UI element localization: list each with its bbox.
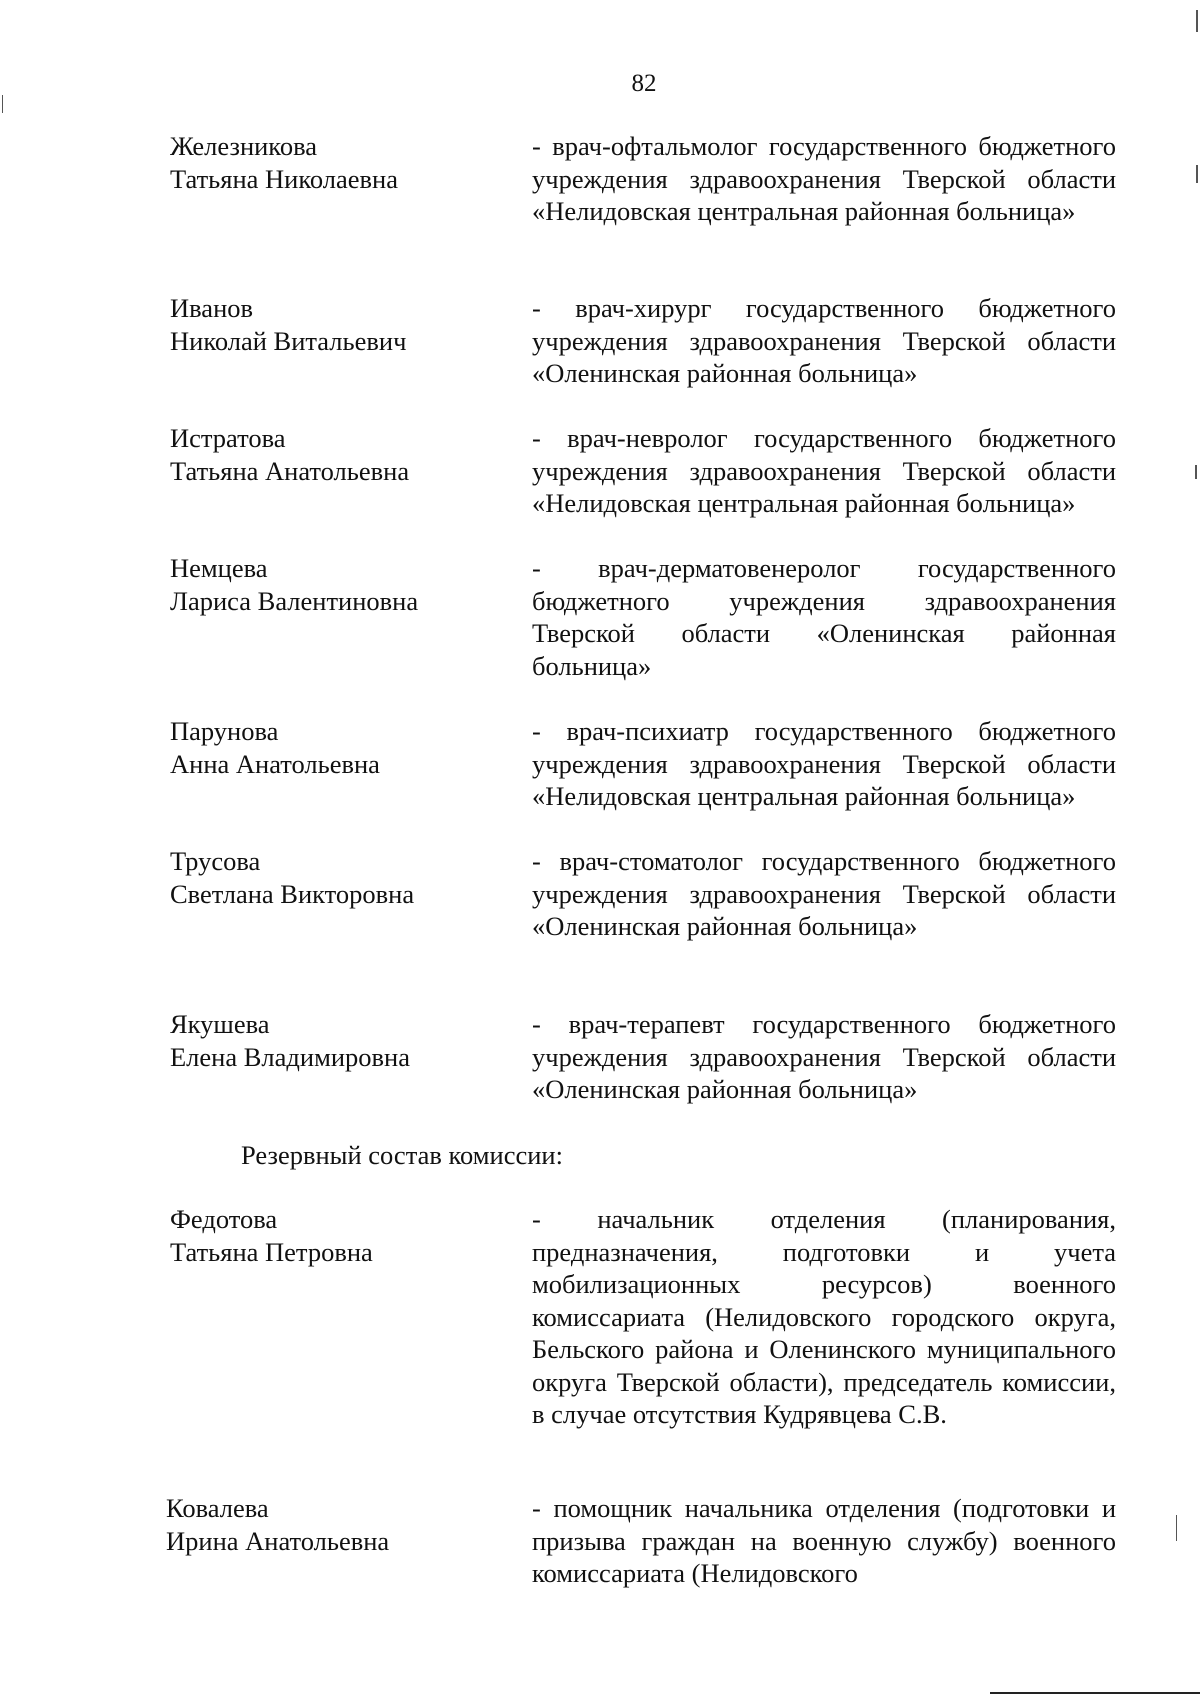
member-role: - врач-терапевт государственного бюджетного учреждения здравоохранения Тверской области «Оленинская районная больница» <box>532 1009 1116 1104</box>
member-surname: Трусова <box>170 846 261 876</box>
member-surname: Иванов <box>170 293 254 323</box>
member-surname: Парунова <box>170 716 279 746</box>
member-surname: Якушева <box>170 1009 270 1039</box>
member-given-names: Ирина Анатольевна <box>166 1525 390 1556</box>
member-name <box>170 1008 510 1073</box>
member-name <box>170 1203 510 1268</box>
member-given-names: Николай Витальевич <box>170 325 407 356</box>
scan-edge-mark <box>2 95 3 113</box>
member-role: - врач-невролог государственного бюджетного учреждения здравоохранения Тверской области «Нелидовская центральная районная больница» <box>532 423 1116 518</box>
member-name <box>166 1492 506 1557</box>
member-given-names: Светлана Викторовна <box>170 878 415 909</box>
member-role: - врач-стоматолог государственного бюджетного учреждения здравоохранения Тверской области «Оленинская районная больница» <box>532 846 1116 941</box>
member-given-names: Татьяна Петровна <box>170 1236 373 1267</box>
member-role: - врач-дерматовенеролог государственного бюджетного учреждения здравоохранения Тверской области «Оленинская районная больница» <box>532 553 1116 681</box>
member-name <box>170 422 510 487</box>
member-given-names: Анна Анатольевна <box>170 748 380 779</box>
reserve-section-title: Резервный состав комиссии: <box>241 1140 563 1170</box>
member-role: - врач-психиатр государственного бюджетного учреждения здравоохранения Тверской области «Нелидовская центральная районная больница» <box>532 716 1116 811</box>
member-role: - врач-хирург государственного бюджетного учреждения здравоохранения Тверской области «Оленинская районная больница» <box>532 293 1116 388</box>
member-name <box>170 130 510 195</box>
page-number: 82 <box>631 70 657 97</box>
scan-edge-mark <box>1176 1515 1177 1541</box>
member-surname: Ковалева <box>166 1493 269 1523</box>
member-given-names: Елена Владимировна <box>170 1041 410 1072</box>
member-name <box>170 552 510 617</box>
member-given-names: Татьяна Анатольевна <box>170 455 410 486</box>
member-surname: Железникова <box>170 131 318 161</box>
scan-edge-mark <box>1196 10 1198 32</box>
scan-edge-mark <box>1196 165 1198 183</box>
scan-bottom-edge <box>990 1692 1200 1694</box>
member-name <box>170 845 510 910</box>
member-surname: Немцева <box>170 553 268 583</box>
member-surname: Истратова <box>170 423 286 453</box>
member-given-names: Татьяна Николаевна <box>170 163 398 194</box>
scan-edge-mark <box>1195 465 1197 479</box>
member-role: - врач-офтальмолог государственного бюджетного учреждения здравоохранения Тверской области «Нелидовская центральная районная больница» <box>532 131 1116 226</box>
member-surname: Федотова <box>170 1204 278 1234</box>
member-given-names: Лариса Валентиновна <box>170 585 419 616</box>
member-role: - помощник начальника отделения (подготовки и призыва граждан на военную службу) военного комиссариата (Нелидовского <box>532 1493 1116 1588</box>
member-name <box>170 292 510 357</box>
member-name <box>170 715 510 780</box>
member-role: - начальник отделения (планирования, предназначения, подготовки и учета мобилизационных ресурсов) военного комиссариата (Нелидовского городского округа, Бельского района и Оленинского муниципального округа Тверской области), председатель комиссии, в случае отсутствия Кудрявцева С.В. <box>532 1204 1116 1429</box>
